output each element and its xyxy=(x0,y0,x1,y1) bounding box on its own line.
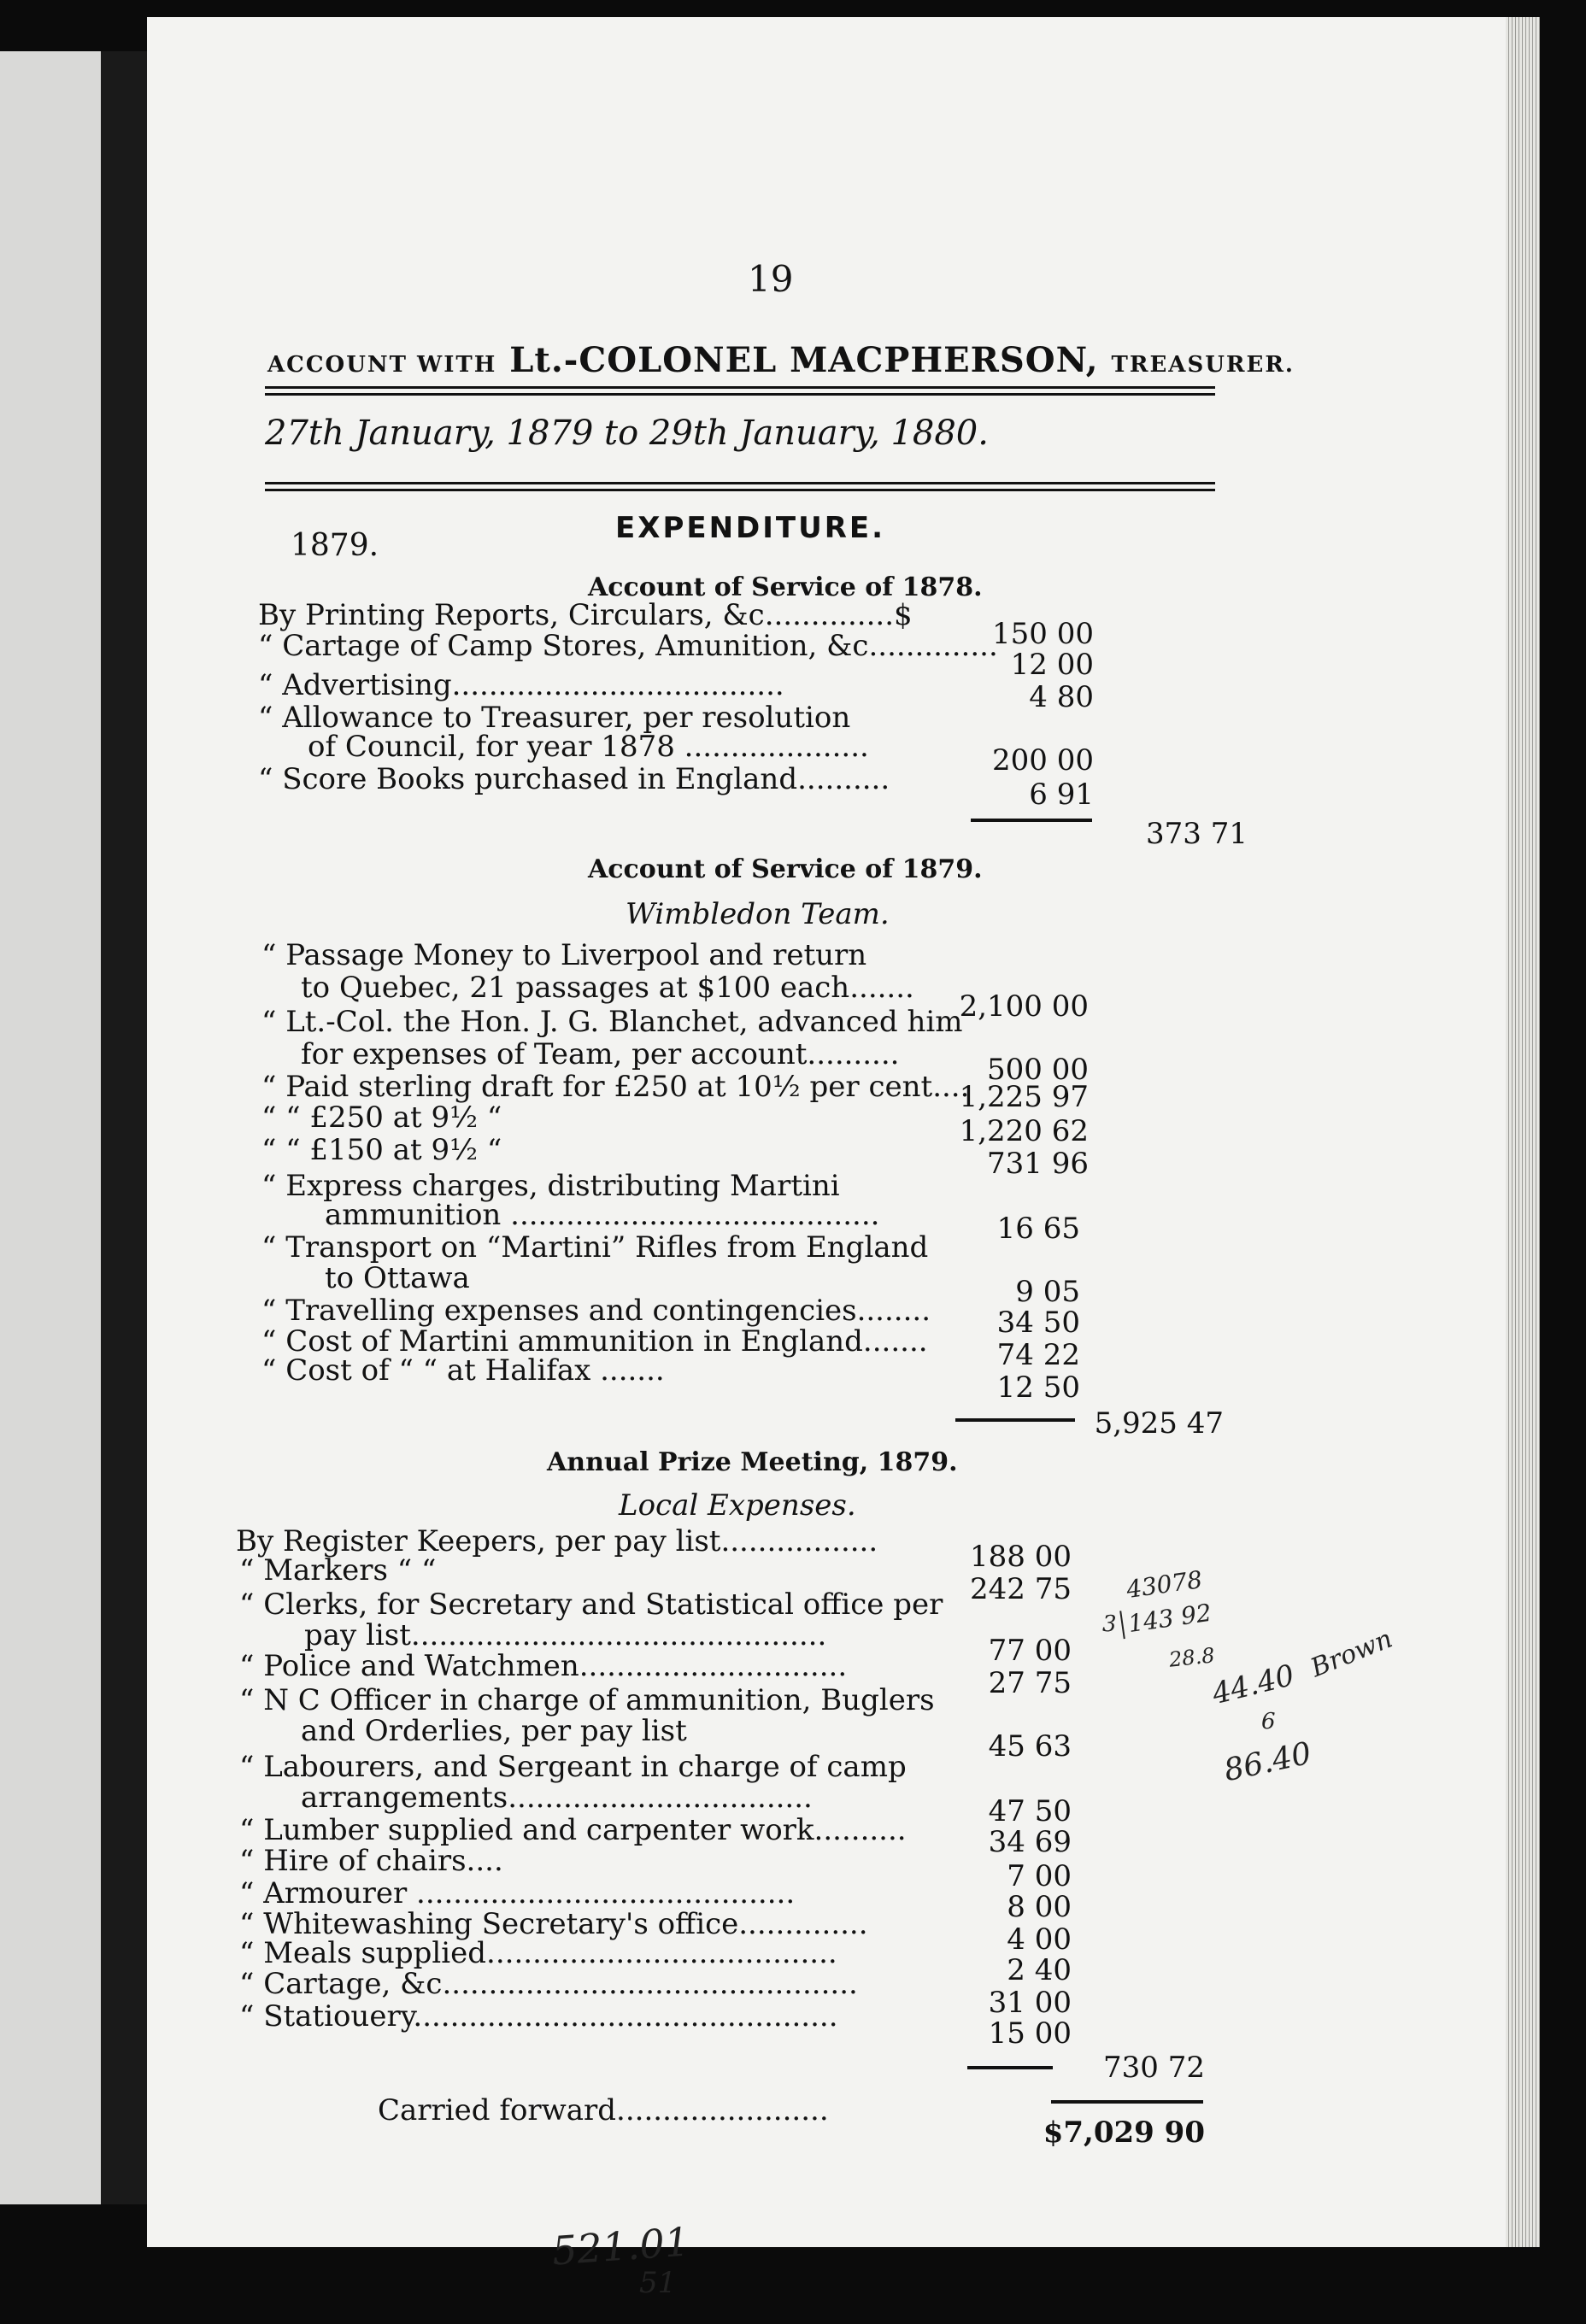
handwritten-note: 28.8 xyxy=(1167,1643,1216,1672)
section-title: Account of Service of 1878. xyxy=(588,572,983,602)
dates-rule-bottom xyxy=(265,489,1215,491)
page-number: 19 xyxy=(748,258,794,300)
date-range: 27th January, 1879 to 29th January, 1880. xyxy=(265,414,989,453)
page-stack-edge xyxy=(1506,17,1540,2247)
line-item: “ Meals supplied...................................... xyxy=(239,1936,837,1970)
line-item: “ Cost of Martini ammunition in England....... xyxy=(261,1324,928,1359)
line-amount: 12 00 xyxy=(1010,648,1094,682)
handwritten-note: Brown xyxy=(1307,1623,1397,1684)
line-item: “ Hire of chairs.... xyxy=(239,1844,503,1878)
line-amount: 4 80 xyxy=(1029,680,1094,714)
section-subtitle: Wimbledon Team. xyxy=(626,897,890,931)
subtotal-rule xyxy=(971,819,1092,822)
expenditure-title: EXPENDITURE. xyxy=(615,511,886,545)
handwritten-note: 6 xyxy=(1261,1709,1276,1734)
handwritten-note: 86.40 xyxy=(1220,1735,1315,1789)
line-item: “ Whitewashing Secretary's office.............. xyxy=(239,1907,868,1941)
line-amount: 4 00 xyxy=(1007,1922,1072,1957)
line-amount: 6 91 xyxy=(1029,778,1094,812)
section-total: 730 72 xyxy=(1103,2051,1205,2085)
line-amount: 8 00 xyxy=(1007,1890,1072,1924)
line-item: to Quebec, 21 passages at $100 each....... xyxy=(301,971,914,1005)
line-item: By Printing Reports, Circulars, &c..............$ xyxy=(258,598,913,632)
line-item: arrangements................................. xyxy=(301,1781,813,1815)
line-item: “ Armourer ......................................... xyxy=(239,1876,796,1910)
line-item: “ Police and Watchmen............................. xyxy=(239,1649,848,1683)
line-amount: 1,225 97 xyxy=(959,1080,1089,1114)
line-amount: 15 00 xyxy=(988,2016,1072,2051)
heading-suffix: TREASURER. xyxy=(1111,352,1295,378)
line-amount: 45 63 xyxy=(988,1729,1072,1764)
line-item: “ Lt.-Col. the Hon. J. G. Blanchet, advanced him xyxy=(261,1005,963,1039)
line-item: to Ottawa xyxy=(325,1261,470,1295)
handwritten-note: 43078 xyxy=(1125,1564,1204,1605)
line-item: “ Express charges, distributing Martini xyxy=(261,1169,840,1203)
line-amount: 47 50 xyxy=(988,1794,1072,1828)
line-amount: 2 40 xyxy=(1007,1953,1072,1987)
line-item: “ Advertising.................................... xyxy=(258,668,784,702)
line-item: By Register Keepers, per pay list................. xyxy=(236,1524,878,1558)
section-title: Annual Prize Meeting, 1879. xyxy=(547,1447,958,1477)
line-amount: 2,100 00 xyxy=(959,989,1089,1024)
line-item: of Council, for year 1878 .................... xyxy=(308,730,869,764)
line-amount: 200 00 xyxy=(992,743,1094,778)
line-amount: 500 00 xyxy=(987,1053,1089,1087)
account-heading xyxy=(267,340,1295,380)
section-total: 373 71 xyxy=(1146,817,1248,851)
handwritten-note: 521.01 xyxy=(550,2218,691,2274)
book-gutter xyxy=(101,51,152,2204)
line-item: “ Allowance to Treasurer, per resolution xyxy=(258,701,851,735)
line-amount: 1,220 62 xyxy=(959,1114,1089,1148)
line-item: “ Markers “ “ xyxy=(239,1553,437,1587)
handwritten-note: 44.40 xyxy=(1208,1658,1298,1712)
line-amount: 34 69 xyxy=(988,1825,1072,1859)
header-rule-bottom xyxy=(265,393,1215,396)
line-item: ammunition ........................................ xyxy=(325,1198,880,1232)
line-item: “ “ £250 at 9½ “ xyxy=(261,1100,502,1135)
line-item: “ Cost of “ “ at Halifax ....... xyxy=(261,1353,665,1388)
line-item: “ Travelling expenses and contingencies........ xyxy=(261,1294,931,1328)
line-item: and Orderlies, per pay list xyxy=(301,1714,687,1748)
line-item: pay list............................................. xyxy=(304,1618,827,1652)
line-item: for expenses of Team, per account.......... xyxy=(301,1037,900,1071)
line-amount: 7 00 xyxy=(1007,1859,1072,1893)
line-amount: 34 50 xyxy=(996,1306,1080,1340)
line-amount: 16 65 xyxy=(996,1212,1080,1246)
carried-forward-label: Carried forward....................... xyxy=(378,2093,829,2127)
section-title: Account of Service of 1879. xyxy=(588,854,983,884)
line-amount: 12 50 xyxy=(996,1370,1080,1405)
line-item: “ N C Officer in charge of ammunition, Buglers xyxy=(239,1683,935,1717)
heading-prefix: ACCOUNT WITH xyxy=(267,352,497,378)
line-item: “ Paid sterling draft for £250 at 10½ per cent.... xyxy=(261,1070,970,1104)
handwritten-note: 51 xyxy=(639,2266,677,2300)
line-item: “ Cartage, &c............................................. xyxy=(239,1967,858,2001)
heading-name: Lt.-COLONEL MACPHERSON, xyxy=(509,340,1099,380)
line-amount: 731 96 xyxy=(987,1147,1089,1181)
line-item: “ Clerks, for Secretary and Statistical office per xyxy=(239,1587,943,1622)
handwritten-note: 3 xyxy=(1102,1611,1117,1637)
line-amount: 242 75 xyxy=(970,1572,1072,1606)
handwritten-note: 143 92 xyxy=(1119,1599,1213,1639)
line-item: “ Statiouery.............................................. xyxy=(239,1999,838,2034)
line-amount: 27 75 xyxy=(988,1666,1072,1700)
line-item: “ Score Books purchased in England.......... xyxy=(258,762,890,796)
line-amount: 9 05 xyxy=(1015,1275,1080,1309)
line-amount: 74 22 xyxy=(996,1338,1080,1372)
year-label: 1879. xyxy=(291,528,379,563)
total-rule xyxy=(1051,2100,1203,2104)
line-item: “ Cartage of Camp Stores, Amunition, &c.............. xyxy=(258,629,998,663)
line-amount: 77 00 xyxy=(988,1634,1072,1668)
line-item: “ Passage Money to Liverpool and return xyxy=(261,938,867,972)
header-rule-top xyxy=(265,386,1215,389)
section-subtitle: Local Expenses. xyxy=(619,1488,856,1523)
line-amount: 188 00 xyxy=(970,1540,1072,1574)
line-item: “ Transport on “Martini” Rifles from England xyxy=(261,1230,929,1265)
line-amount: 31 00 xyxy=(988,1986,1072,2020)
section-total: 5,925 47 xyxy=(1094,1406,1224,1441)
line-item: “ “ £150 at 9½ “ xyxy=(261,1133,502,1167)
line-amount: 150 00 xyxy=(992,617,1094,651)
dates-rule-top xyxy=(265,482,1215,484)
line-item: “ Lumber supplied and carpenter work.......... xyxy=(239,1813,907,1847)
line-item: “ Labourers, and Sergeant in charge of camp xyxy=(239,1750,907,1784)
carried-forward-amount: $7,029 90 xyxy=(1043,2116,1205,2150)
